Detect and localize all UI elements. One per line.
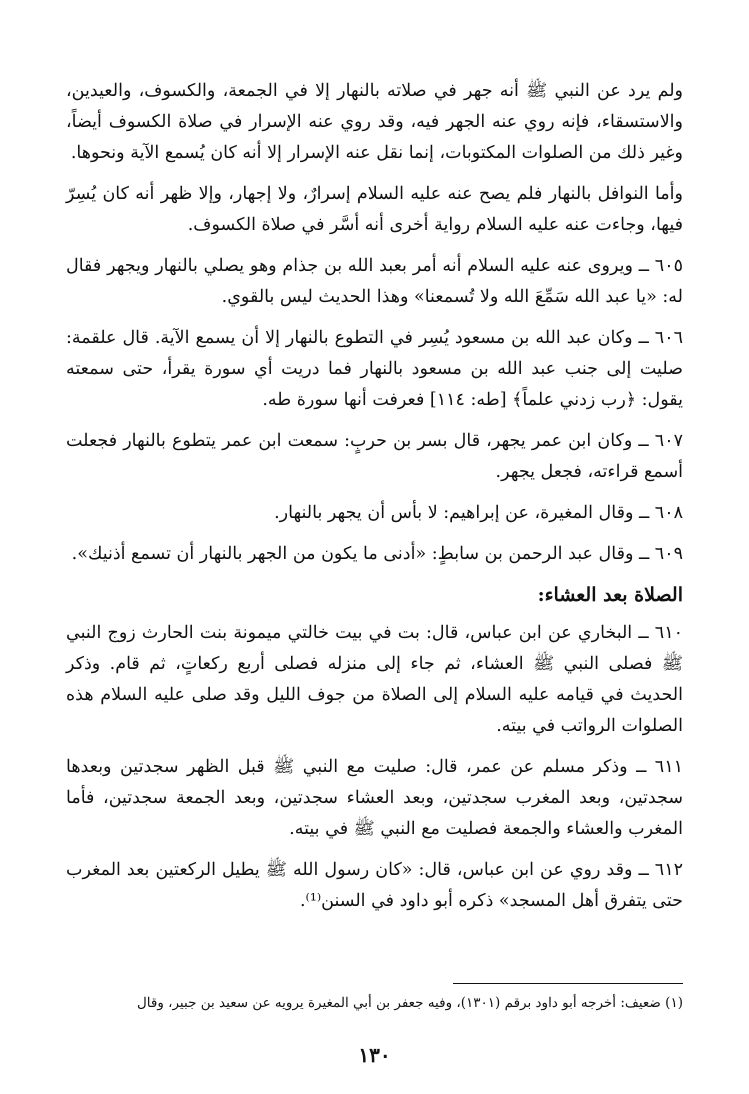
paragraph-610: ٦١٠ ــ البخاري عن ابن عباس، قال: بت في بيت خالتي ميمونة بنت الحارث زوج النبي ﷺ فصلى النبي ﷺ العشاء، ثم جاء إلى منزله فصلى أربع ركعاتٍ، ثم قام. وذكر الحديث في قيامه عليه السلام إلى الصلاة من جوف الليل وقد صلى عليه السلام هذه الصلوات الرواتب في بيته. — [66, 623, 683, 736]
section-heading: الصلاة بعد العشاء: — [537, 584, 683, 606]
paragraph-609: ٦٠٩ ــ وقال عبد الرحمن بن سابطٍ: «أدنى ما يكون من الجهر بالنهار أن تسمع أذنيك». — [71, 544, 683, 564]
paragraph-606: ٦٠٦ ــ وكان عبد الله بن مسعود يُسِر في التطوع بالنهار إلا أن يسمع الآية. قال علقمة: صليت إلى جنب عبد الله بن مسعود بالنهار فما دريت أي سورة يقرأ، حتى سمعته يقول: ﴿رب زدني علماً﴾ [طه: ١١٤] فعرفت أنها سورة طه. — [66, 328, 683, 410]
paragraph-605: ٦٠٥ ــ ويروى عنه عليه السلام أنه أمر بعبد الله بن جذام وهو يصلي بالنهار ويجهر فقال له: «يا عبد الله سَمِّعَ الله ولا تُسمعنا» وهذا الحديث ليس بالقوي. — [66, 256, 683, 307]
paragraph-611: ٦١١ ــ وذكر مسلم عن عمر، قال: صليت مع النبي ﷺ قبل الظهر سجدتين وبعدها سجدتين، وبعد المغرب سجدتين، وبعد العشاء سجدتين، وبعد الجمعة سجدتين، فأما المغرب والعشاء والجمعة فصليت مع النبي ﷺ في بيته. — [66, 757, 683, 839]
page-number: ١٣٠ — [358, 1043, 391, 1067]
footnote: (١) ضعيف: أخرجه أبو داود برقم (١٣٠١)، وفيه جعفر بن أبي المغيرة يرويه عن سعيد بن جبير، وقال — [136, 995, 683, 1011]
footnote-divider — [453, 983, 683, 984]
paragraph-612: ٦١٢ ــ وقد روي عن ابن عباس، قال: «كان رسول الله ﷺ يطيل الركعتين بعد المغرب حتى يتفرق أهل المسجد» ذكره أبو داود في السنن⁽¹⁾. — [66, 860, 683, 911]
paragraph-intro-1: ولم يرد عن النبي ﷺ أنه جهر في صلاته بالنهار إلا في الجمعة، والكسوف، والعيدين، والاستسقاء، فإنه روي عنه الجهر فيه، وقد روي عنه الإسرار في صلاة الكسوف أيضاً، وغير ذلك من الصلوات المكتوبات، إنما نقل عنه الإسرار إلا أنه كان يُسمع الآية ونحوها. — [66, 81, 683, 163]
paragraph-intro-2: وأما النوافل بالنهار فلم يصح عنه عليه السلام إسرارٌ، ولا إجهار، وإلا ظهر أنه كان يُسِرّ فيها، وجاءت عنه عليه السلام رواية أخرى أنه أسَّر في صلاة الكسوف. — [66, 184, 683, 235]
paragraph-607: ٦٠٧ ــ وكان ابن عمر يجهر، قال بسر بن حربٍ: سمعت ابن عمر يتطوع بالنهار فجعلت أسمع قراءته، فجعل يجهر. — [66, 431, 683, 482]
paragraph-608: ٦٠٨ ــ وقال المغيرة، عن إبراهيم: لا بأس أن يجهر بالنهار. — [274, 503, 683, 523]
